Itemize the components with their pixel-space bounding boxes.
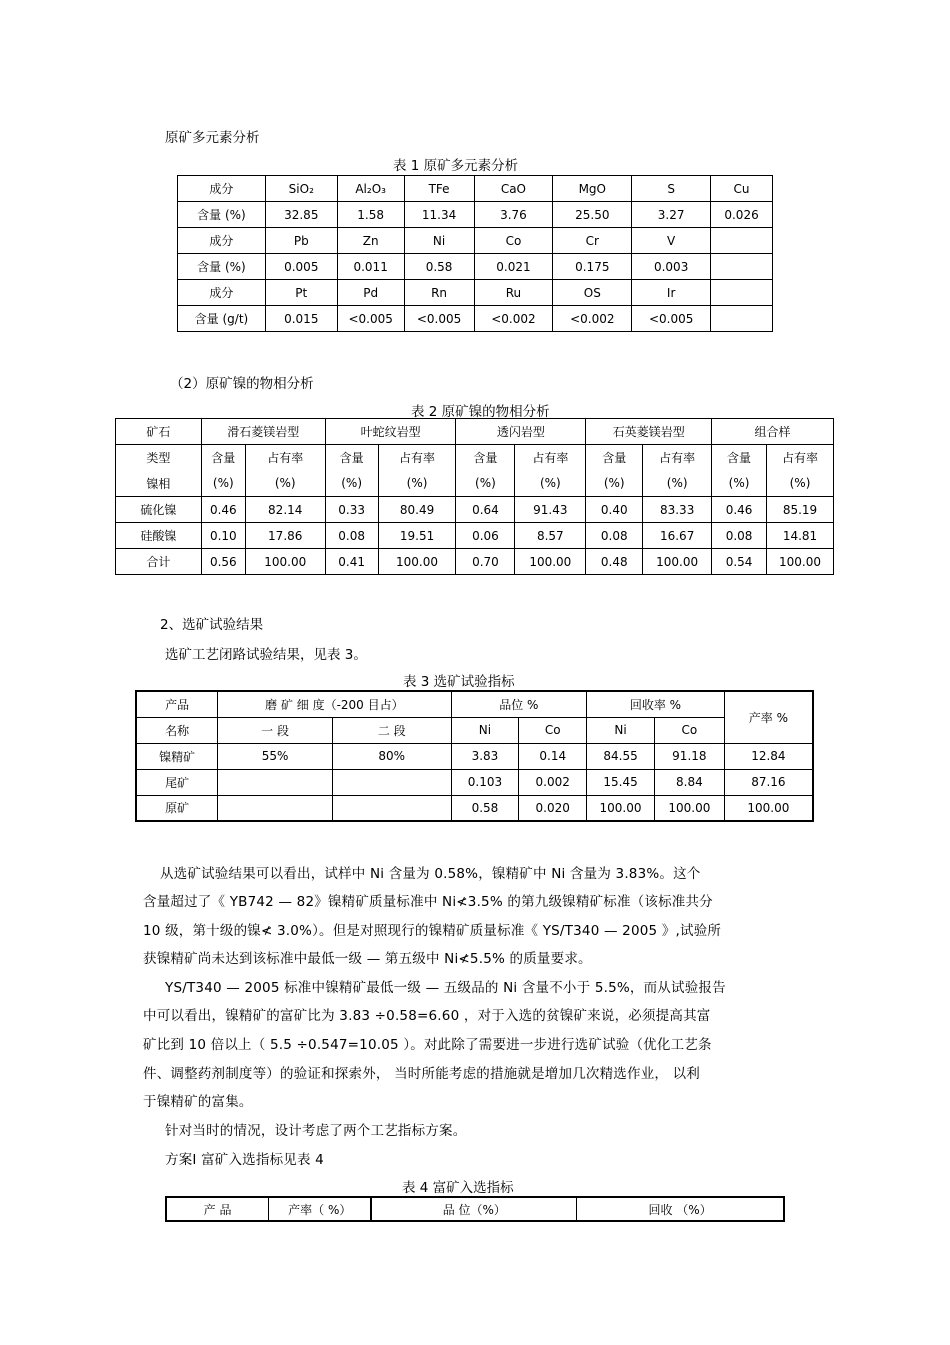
- table-cell: Ni: [404, 228, 474, 254]
- table-cell: <0.005: [404, 306, 474, 332]
- table-cell: 80%: [332, 743, 451, 769]
- unit-header: (%): [712, 471, 767, 497]
- table-cell: 14.81: [767, 523, 834, 549]
- table-cell: MgO: [553, 176, 632, 202]
- table-cell: 0.58: [404, 254, 474, 280]
- table-cell: [711, 280, 773, 306]
- table-cell: Ru: [474, 280, 553, 306]
- table-cell: 0.46: [712, 497, 767, 523]
- table-cell: 0.70: [456, 549, 515, 575]
- table3-beneficiation: [135, 690, 814, 822]
- table-cell: 100.00: [654, 795, 724, 821]
- table-cell: [332, 769, 451, 795]
- table3-caption: 表 3 选矿试验指标: [403, 674, 515, 690]
- table-cell: 100.00: [245, 549, 325, 575]
- row-label: 合计: [116, 549, 202, 575]
- hdr-grade: 品 位（%）: [371, 1197, 576, 1221]
- table-cell: 87.16: [724, 769, 813, 795]
- results-intro: 选矿工艺闭路试验结果，见表 3。: [165, 647, 367, 663]
- table-row: [136, 769, 813, 795]
- group-header: 滑石菱镁岩型: [201, 419, 325, 445]
- table2-caption: 表 2 原矿镍的物相分析: [411, 404, 550, 420]
- table-cell: 85.19: [767, 497, 834, 523]
- table-cell: <0.005: [337, 306, 404, 332]
- corner-phase: 镍相: [116, 471, 202, 497]
- table-cell: 0.08: [586, 523, 643, 549]
- table-cell: Zn: [337, 228, 404, 254]
- unit-header: (%): [201, 471, 245, 497]
- table-cell: [711, 228, 773, 254]
- paragraph-line: 含量超过了《 YB742 — 82》镍精矿质量标准中 Ni≮3.5% 的第九级镍精矿标准（该标准共分: [143, 894, 713, 910]
- table-cell: 55%: [218, 743, 333, 769]
- table-cell: 0.33: [325, 497, 378, 523]
- table-cell: 100.00: [515, 549, 586, 575]
- table-cell: OS: [553, 280, 632, 306]
- hdr-recovery: 回收 （%）: [577, 1197, 784, 1221]
- table-cell: 0.54: [712, 549, 767, 575]
- table1-caption: 表 1 原矿多元素分析: [393, 158, 519, 174]
- table-cell: TFe: [404, 176, 474, 202]
- table-cell: 0.015: [265, 306, 337, 332]
- section-heading-results: 2、选矿试验结果: [160, 617, 264, 633]
- paragraph-line: 方案Ⅰ 富矿入选指标见表 4: [165, 1152, 324, 1168]
- corner-type: 类型: [116, 445, 202, 471]
- table2-phase-analysis: [115, 418, 834, 575]
- group-header: 组合样: [712, 419, 834, 445]
- table-cell: 0.026: [711, 202, 773, 228]
- table-cell: 0.003: [632, 254, 711, 280]
- table-cell: 0.64: [456, 497, 515, 523]
- paragraph-line: 件、调整药剂制度等）的验证和探索外， 当时所能考虑的措施就是增加几次精选作业， 以利: [143, 1066, 700, 1082]
- table-cell: 0.103: [451, 769, 519, 795]
- table-cell: 8.57: [515, 523, 586, 549]
- group-header: 叶蛇纹岩型: [325, 419, 456, 445]
- sub-header: 占有率: [515, 445, 586, 471]
- unit-header: (%): [767, 471, 834, 497]
- table-cell: 100.00: [724, 795, 813, 821]
- table-row: [178, 228, 773, 254]
- hdr-yield: 产率（ %）: [269, 1197, 372, 1221]
- table-cell: [711, 254, 773, 280]
- hdr-stage2: 二 段: [332, 717, 451, 743]
- table-cell: 0.021: [474, 254, 553, 280]
- table-cell: S: [632, 176, 711, 202]
- sub-header: 占有率: [378, 445, 456, 471]
- unit-header: (%): [456, 471, 515, 497]
- table-cell: 83.33: [643, 497, 712, 523]
- table-cell: 91.18: [654, 743, 724, 769]
- unit-header: (%): [245, 471, 325, 497]
- hdr-yield: 产率 %: [724, 691, 813, 743]
- table-cell: 0.14: [519, 743, 587, 769]
- corner-ore: 矿石: [116, 419, 202, 445]
- paragraph-line: 针对当时的情况，设计考虑了两个工艺指标方案。: [165, 1123, 467, 1139]
- table-cell: 80.49: [378, 497, 456, 523]
- table-cell: 3.76: [474, 202, 553, 228]
- table-cell: 8.84: [654, 769, 724, 795]
- table-cell: 1.58: [337, 202, 404, 228]
- table-row: [116, 497, 834, 523]
- section-heading-phase: （2）原矿镍的物相分析: [170, 376, 314, 392]
- row-label: 成分: [178, 228, 266, 254]
- table-cell: 0.56: [201, 549, 245, 575]
- table-cell: Rn: [404, 280, 474, 306]
- hdr-recovery: 回收率 %: [587, 691, 725, 717]
- table-cell: CaO: [474, 176, 553, 202]
- table-row: [178, 280, 773, 306]
- hdr-ni: Ni: [451, 717, 519, 743]
- table-cell: 82.14: [245, 497, 325, 523]
- sub-header: 含量: [325, 445, 378, 471]
- table-cell: SiO₂: [265, 176, 337, 202]
- table-row: [178, 306, 773, 332]
- sub-header: 含量: [456, 445, 515, 471]
- group-header: 石英菱镁岩型: [586, 419, 712, 445]
- table-cell: Cr: [553, 228, 632, 254]
- table-cell: 100.00: [643, 549, 712, 575]
- table-cell: 0.10: [201, 523, 245, 549]
- row-label: 成分: [178, 280, 266, 306]
- table-cell: 84.55: [587, 743, 655, 769]
- paragraph-line: 从选矿试验结果可以看出，试样中 Ni 含量为 0.58%，镍精矿中 Ni 含量为 3.83%。这个: [160, 866, 701, 882]
- table-cell: 0.08: [712, 523, 767, 549]
- sub-header: 占有率: [767, 445, 834, 471]
- row-label: 原矿: [136, 795, 218, 821]
- table-cell: Pb: [265, 228, 337, 254]
- table4-caption: 表 4 富矿入选指标: [402, 1180, 514, 1196]
- unit-header: (%): [643, 471, 712, 497]
- hdr-ni: Ni: [587, 717, 655, 743]
- sub-header: 占有率: [245, 445, 325, 471]
- table-row: [136, 795, 813, 821]
- table-row: [178, 254, 773, 280]
- table-cell: 100.00: [767, 549, 834, 575]
- paragraph-line: 10 级，第十级的镍≮ 3.0%）。但是对照现行的镍精矿质量标准《 YS/T340 — 2005 》,试验所: [143, 923, 722, 939]
- paragraph-line: 获镍精矿尚未达到该标准中最低一级 — 第五级中 Ni≮5.5% 的质量要求。: [143, 951, 592, 967]
- unit-header: (%): [515, 471, 586, 497]
- paragraph-line: 于镍精矿的富集。: [143, 1094, 253, 1110]
- table-cell: [711, 306, 773, 332]
- table-cell: 0.175: [553, 254, 632, 280]
- table-cell: Pd: [337, 280, 404, 306]
- unit-header: (%): [378, 471, 456, 497]
- unit-header: (%): [586, 471, 643, 497]
- hdr-product: 产品: [136, 691, 218, 717]
- table-cell: 0.005: [265, 254, 337, 280]
- sub-header: 含量: [712, 445, 767, 471]
- hdr-name: 名称: [136, 717, 218, 743]
- table-cell: 0.011: [337, 254, 404, 280]
- table-cell: 16.67: [643, 523, 712, 549]
- paragraph-line: 中可以看出，镍精矿的富矿比为 3.83 ÷0.58=6.60 ，对于入选的贫镍矿来说，必须提高其富: [143, 1008, 711, 1024]
- row-label: 硫化镍: [116, 497, 202, 523]
- sub-header: 含量: [586, 445, 643, 471]
- table-cell: [332, 795, 451, 821]
- table-cell: 3.83: [451, 743, 519, 769]
- table-row: [116, 523, 834, 549]
- table-cell: 100.00: [587, 795, 655, 821]
- sub-header: 含量: [201, 445, 245, 471]
- table-cell: 32.85: [265, 202, 337, 228]
- table-cell: <0.002: [553, 306, 632, 332]
- row-label: 硅酸镍: [116, 523, 202, 549]
- table-cell: 0.40: [586, 497, 643, 523]
- hdr-grade: 品位 %: [451, 691, 587, 717]
- table-cell: 0.002: [519, 769, 587, 795]
- table-row: [178, 176, 773, 202]
- table-cell: 15.45: [587, 769, 655, 795]
- table-cell: Cu: [711, 176, 773, 202]
- unit-header: (%): [325, 471, 378, 497]
- table-cell: Al₂O₃: [337, 176, 404, 202]
- table-cell: 91.43: [515, 497, 586, 523]
- table-cell: 0.06: [456, 523, 515, 549]
- table4-rich-ore: [165, 1196, 785, 1222]
- table-cell: 0.46: [201, 497, 245, 523]
- row-label: 含量 (%): [178, 254, 266, 280]
- row-label: 含量 (g/t): [178, 306, 266, 332]
- table-cell: 11.34: [404, 202, 474, 228]
- table-cell: V: [632, 228, 711, 254]
- row-label: 尾矿: [136, 769, 218, 795]
- hdr-product: 产 品: [166, 1197, 269, 1221]
- table-cell: Ir: [632, 280, 711, 306]
- table-cell: 0.58: [451, 795, 519, 821]
- table-cell: Pt: [265, 280, 337, 306]
- group-header: 透闪岩型: [456, 419, 586, 445]
- table-cell: 25.50: [553, 202, 632, 228]
- table-row: [116, 549, 834, 575]
- hdr-co: Co: [654, 717, 724, 743]
- section-heading-multielement: 原矿多元素分析: [165, 130, 260, 146]
- paragraph-line: 矿比到 10 倍以上（ 5.5 ÷0.547=10.05 ）。对此除了需要进一步进行选矿试验（优化工艺条: [143, 1037, 712, 1053]
- table-row: [136, 743, 813, 769]
- table-cell: 3.27: [632, 202, 711, 228]
- paragraph-line: YS/T340 — 2005 标准中镍精矿最低一级 — 五级品的 Ni 含量不小于 5.5%，而从试验报告: [165, 980, 726, 996]
- hdr-grind: 磨 矿 细 度（-200 目占）: [218, 691, 451, 717]
- row-label: 含量 (%): [178, 202, 266, 228]
- hdr-co: Co: [519, 717, 587, 743]
- row-label: 镍精矿: [136, 743, 218, 769]
- table-cell: 17.86: [245, 523, 325, 549]
- hdr-stage1: 一 段: [218, 717, 333, 743]
- table-cell: [218, 795, 333, 821]
- table1-multielement: [177, 175, 773, 332]
- table-cell: <0.002: [474, 306, 553, 332]
- table-cell: 12.84: [724, 743, 813, 769]
- table-cell: 0.020: [519, 795, 587, 821]
- table-cell: 100.00: [378, 549, 456, 575]
- row-label: 成分: [178, 176, 266, 202]
- sub-header: 占有率: [643, 445, 712, 471]
- table-cell: 0.08: [325, 523, 378, 549]
- table-row: [178, 202, 773, 228]
- table-cell: 0.48: [586, 549, 643, 575]
- table-cell: Co: [474, 228, 553, 254]
- table-cell: 0.41: [325, 549, 378, 575]
- table-cell: 19.51: [378, 523, 456, 549]
- table-cell: [218, 769, 333, 795]
- table-cell: <0.005: [632, 306, 711, 332]
